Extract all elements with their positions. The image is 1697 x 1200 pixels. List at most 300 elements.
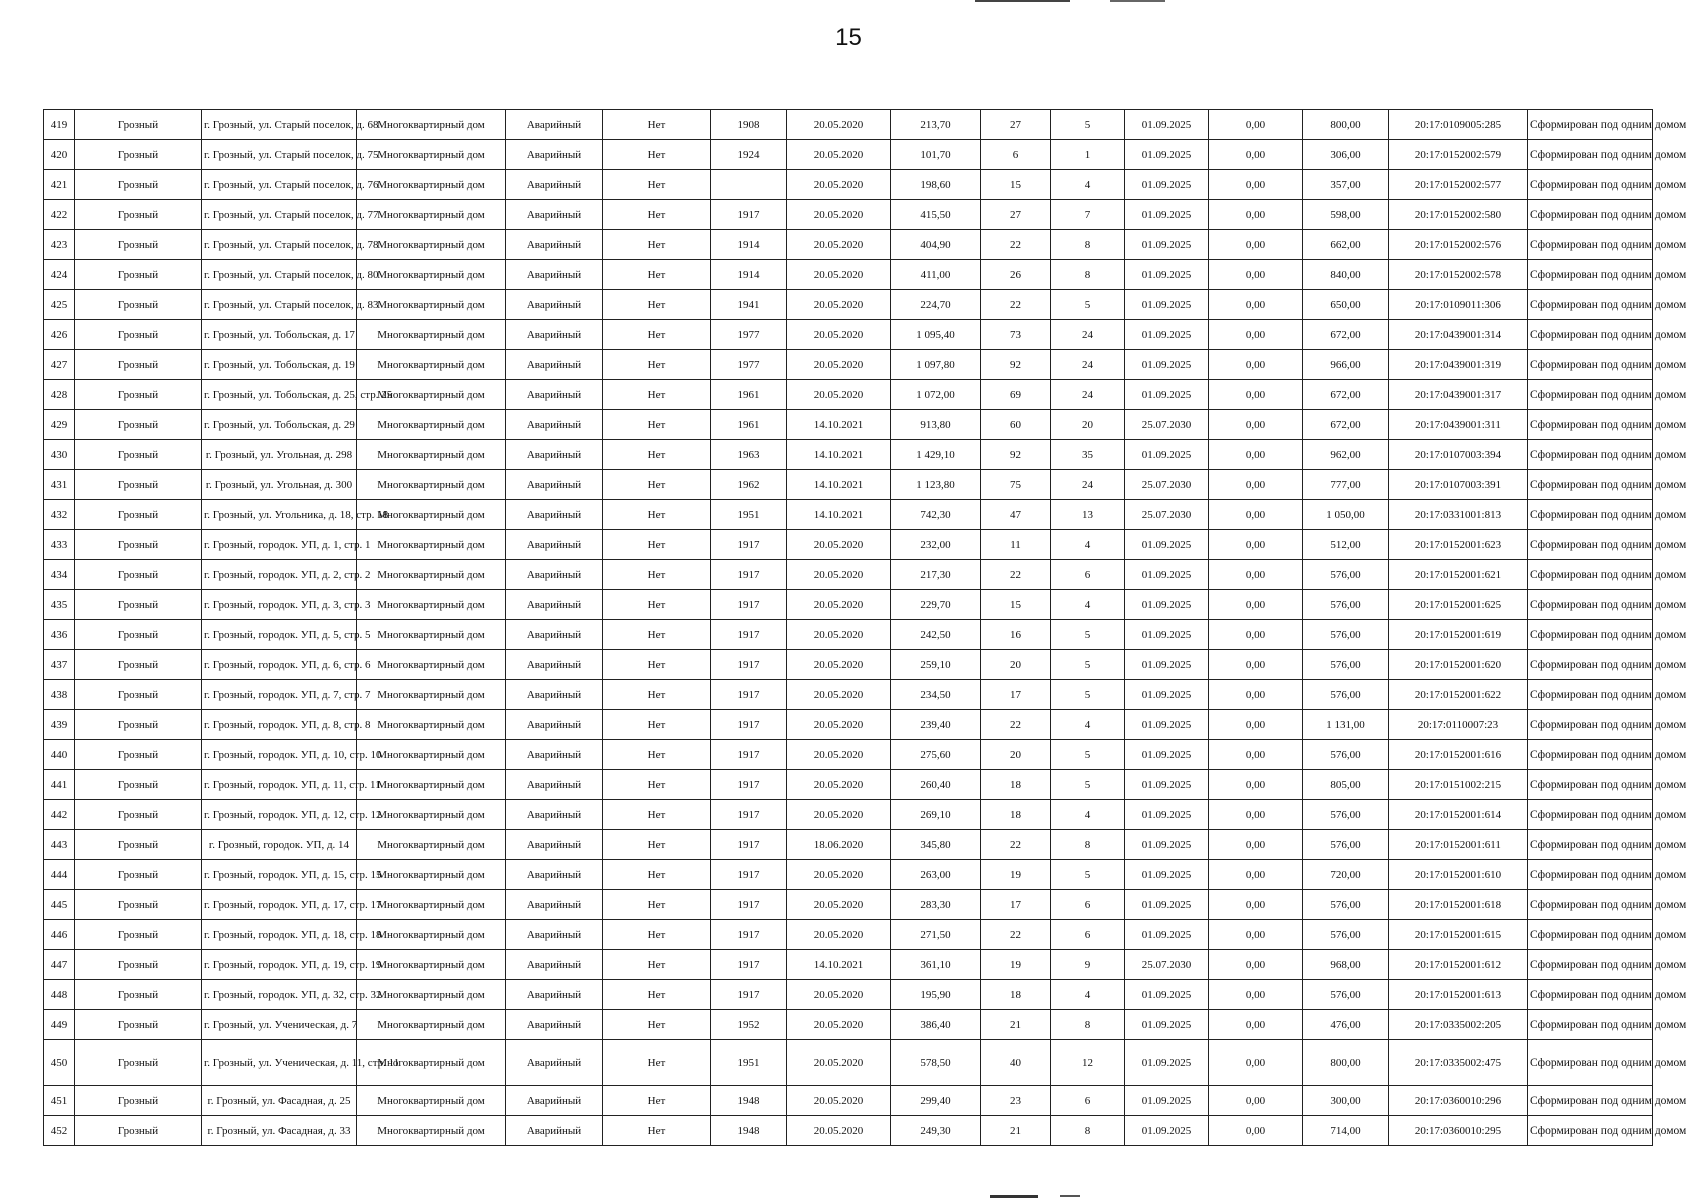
resettle-date-cell: 01.09.2025 <box>1125 200 1209 230</box>
resettle-date-cell: 01.09.2025 <box>1125 680 1209 710</box>
year-cell <box>711 170 787 200</box>
table-row <box>44 1040 1653 1086</box>
table-row <box>44 740 1653 770</box>
resettle-date-cell: 01.09.2025 <box>1125 980 1209 1010</box>
note-cell: Сформирован под одним домом <box>1528 110 1653 140</box>
flats-cell: 5 <box>1051 860 1125 890</box>
city-cell: Грозный <box>75 260 202 290</box>
table-row <box>44 470 1653 500</box>
value2-cell: 672,00 <box>1303 380 1389 410</box>
address-cell: г. Грозный, городок. УП, д. 5, стр. 5 <box>202 620 357 650</box>
table-row <box>44 950 1653 980</box>
value1-cell: 0,00 <box>1209 920 1303 950</box>
flats-cell: 5 <box>1051 740 1125 770</box>
year-cell: 1962 <box>711 470 787 500</box>
area-cell: 259,10 <box>891 650 981 680</box>
housing-registry-table <box>43 109 1687 1146</box>
row-number: 438 <box>44 680 75 710</box>
address-cell: г. Грозный, городок. УП, д. 11, стр. 11 <box>202 770 357 800</box>
building-type-cell: Многоквартирный дом <box>357 890 506 920</box>
cadastral-number-cell: 20:17:0360010:296 <box>1389 1086 1528 1116</box>
building-type-cell: Многоквартирный дом <box>357 530 506 560</box>
building-type-cell: Многоквартирный дом <box>357 1010 506 1040</box>
value1-cell: 0,00 <box>1209 260 1303 290</box>
note-cell: Сформирован под одним домом <box>1528 560 1653 590</box>
flag-cell: Нет <box>603 440 711 470</box>
flag-cell: Нет <box>603 560 711 590</box>
area-cell: 249,30 <box>891 1116 981 1146</box>
flats-cell: 6 <box>1051 890 1125 920</box>
recognized-date-cell: 20.05.2020 <box>787 530 891 560</box>
resettle-date-cell: 01.09.2025 <box>1125 440 1209 470</box>
table-row <box>44 650 1653 680</box>
city-cell: Грозный <box>75 440 202 470</box>
area-cell: 411,00 <box>891 260 981 290</box>
recognized-date-cell: 20.05.2020 <box>787 770 891 800</box>
building-type-cell: Многоквартирный дом <box>357 410 506 440</box>
building-type-cell: Многоквартирный дом <box>357 500 506 530</box>
value1-cell: 0,00 <box>1209 890 1303 920</box>
note-cell: Сформирован под одним домом <box>1528 680 1653 710</box>
resettle-date-cell: 01.09.2025 <box>1125 1040 1209 1086</box>
table-row <box>44 770 1653 800</box>
flag-cell: Нет <box>603 200 711 230</box>
address-cell: г. Грозный, ул. Старый поселок, д. 76 <box>202 170 357 200</box>
resettle-date-cell: 01.09.2025 <box>1125 110 1209 140</box>
flats-cell: 4 <box>1051 710 1125 740</box>
note-cell: Сформирован под одним домом <box>1528 470 1653 500</box>
building-type-cell: Многоквартирный дом <box>357 710 506 740</box>
cadastral-number-cell: 20:17:0152001:614 <box>1389 800 1528 830</box>
address-cell: г. Грозный, ул. Ученическая, д. 7 <box>202 1010 357 1040</box>
residents-cell: 17 <box>981 680 1051 710</box>
resettle-date-cell: 25.07.2030 <box>1125 500 1209 530</box>
resettle-date-cell: 01.09.2025 <box>1125 320 1209 350</box>
value1-cell: 0,00 <box>1209 140 1303 170</box>
note-cell: Сформирован под одним домом <box>1528 260 1653 290</box>
cadastral-number-cell: 20:17:0152001:615 <box>1389 920 1528 950</box>
value2-cell: 476,00 <box>1303 1010 1389 1040</box>
city-cell: Грозный <box>75 680 202 710</box>
city-cell: Грозный <box>75 170 202 200</box>
address-cell: г. Грозный, ул. Старый поселок, д. 80 <box>202 260 357 290</box>
year-cell: 1952 <box>711 1010 787 1040</box>
condition-cell: Аварийный <box>506 830 603 860</box>
residents-cell: 92 <box>981 440 1051 470</box>
condition-cell: Аварийный <box>506 170 603 200</box>
resettle-date-cell: 01.09.2025 <box>1125 140 1209 170</box>
value2-cell: 966,00 <box>1303 350 1389 380</box>
recognized-date-cell: 20.05.2020 <box>787 290 891 320</box>
cadastral-number-cell: 20:17:0152001:616 <box>1389 740 1528 770</box>
value2-cell: 1 050,00 <box>1303 500 1389 530</box>
condition-cell: Аварийный <box>506 200 603 230</box>
resettle-date-cell: 01.09.2025 <box>1125 710 1209 740</box>
condition-cell: Аварийный <box>506 590 603 620</box>
note-cell: Сформирован под одним домом <box>1528 590 1653 620</box>
table-row <box>44 350 1653 380</box>
value2-cell: 576,00 <box>1303 980 1389 1010</box>
flag-cell: Нет <box>603 260 711 290</box>
value1-cell: 0,00 <box>1209 530 1303 560</box>
residents-cell: 47 <box>981 500 1051 530</box>
value2-cell: 840,00 <box>1303 260 1389 290</box>
value1-cell: 0,00 <box>1209 410 1303 440</box>
condition-cell: Аварийный <box>506 650 603 680</box>
row-number: 445 <box>44 890 75 920</box>
row-number: 449 <box>44 1010 75 1040</box>
row-number: 429 <box>44 410 75 440</box>
area-cell: 299,40 <box>891 1086 981 1116</box>
flag-cell: Нет <box>603 290 711 320</box>
cadastral-number-cell: 20:17:0360010:295 <box>1389 1116 1528 1146</box>
city-cell: Грозный <box>75 1116 202 1146</box>
note-cell: Сформирован под одним домом <box>1528 410 1653 440</box>
cadastral-number-cell: 20:17:0331001:813 <box>1389 500 1528 530</box>
table-row <box>44 860 1653 890</box>
building-type-cell: Многоквартирный дом <box>357 1040 506 1086</box>
area-cell: 1 072,00 <box>891 380 981 410</box>
table-row <box>44 230 1653 260</box>
cadastral-number-cell: 20:17:0110007:23 <box>1389 710 1528 740</box>
value2-cell: 672,00 <box>1303 320 1389 350</box>
flats-cell: 6 <box>1051 920 1125 950</box>
building-type-cell: Многоквартирный дом <box>357 110 506 140</box>
residents-cell: 69 <box>981 380 1051 410</box>
flats-cell: 4 <box>1051 170 1125 200</box>
resettle-date-cell: 01.09.2025 <box>1125 860 1209 890</box>
area-cell: 913,80 <box>891 410 981 440</box>
note-cell: Сформирован под одним домом <box>1528 200 1653 230</box>
cadastral-number-cell: 20:17:0109011:306 <box>1389 290 1528 320</box>
year-cell: 1917 <box>711 980 787 1010</box>
value2-cell: 576,00 <box>1303 830 1389 860</box>
address-cell: г. Грозный, городок. УП, д. 6, стр. 6 <box>202 650 357 680</box>
table-row <box>44 590 1653 620</box>
row-number: 431 <box>44 470 75 500</box>
table-row <box>44 710 1653 740</box>
recognized-date-cell: 20.05.2020 <box>787 710 891 740</box>
area-cell: 232,00 <box>891 530 981 560</box>
year-cell: 1917 <box>711 800 787 830</box>
row-number: 427 <box>44 350 75 380</box>
value2-cell: 306,00 <box>1303 140 1389 170</box>
address-cell: г. Грозный, городок. УП, д. 18, стр. 18 <box>202 920 357 950</box>
residents-cell: 40 <box>981 1040 1051 1086</box>
note-cell: Сформирован под одним домом <box>1528 830 1653 860</box>
condition-cell: Аварийный <box>506 530 603 560</box>
note-cell: Сформирован под одним домом <box>1528 740 1653 770</box>
flag-cell: Нет <box>603 470 711 500</box>
year-cell: 1917 <box>711 860 787 890</box>
recognized-date-cell: 20.05.2020 <box>787 890 891 920</box>
value1-cell: 0,00 <box>1209 1116 1303 1146</box>
value2-cell: 800,00 <box>1303 110 1389 140</box>
flag-cell: Нет <box>603 410 711 440</box>
condition-cell: Аварийный <box>506 260 603 290</box>
city-cell: Грозный <box>75 950 202 980</box>
resettle-date-cell: 01.09.2025 <box>1125 530 1209 560</box>
year-cell: 1917 <box>711 650 787 680</box>
residents-cell: 15 <box>981 590 1051 620</box>
table-row <box>44 980 1653 1010</box>
year-cell: 1917 <box>711 710 787 740</box>
city-cell: Грозный <box>75 1086 202 1116</box>
note-cell: Сформирован под одним домом <box>1528 350 1653 380</box>
value2-cell: 777,00 <box>1303 470 1389 500</box>
recognized-date-cell: 20.05.2020 <box>787 380 891 410</box>
value1-cell: 0,00 <box>1209 950 1303 980</box>
building-type-cell: Многоквартирный дом <box>357 740 506 770</box>
value1-cell: 0,00 <box>1209 500 1303 530</box>
table-row <box>44 1116 1653 1146</box>
condition-cell: Аварийный <box>506 380 603 410</box>
value2-cell: 650,00 <box>1303 290 1389 320</box>
recognized-date-cell: 20.05.2020 <box>787 350 891 380</box>
recognized-date-cell: 14.10.2021 <box>787 470 891 500</box>
address-cell: г. Грозный, ул. Тобольская, д. 19 <box>202 350 357 380</box>
city-cell: Грозный <box>75 110 202 140</box>
row-number: 421 <box>44 170 75 200</box>
recognized-date-cell: 20.05.2020 <box>787 680 891 710</box>
cadastral-number-cell: 20:17:0439001:314 <box>1389 320 1528 350</box>
residents-cell: 92 <box>981 350 1051 380</box>
year-cell: 1941 <box>711 290 787 320</box>
year-cell: 1917 <box>711 680 787 710</box>
row-number: 436 <box>44 620 75 650</box>
city-cell: Грозный <box>75 410 202 440</box>
row-number: 440 <box>44 740 75 770</box>
flag-cell: Нет <box>603 620 711 650</box>
residents-cell: 22 <box>981 230 1051 260</box>
flag-cell: Нет <box>603 920 711 950</box>
building-type-cell: Многоквартирный дом <box>357 950 506 980</box>
note-cell: Сформирован под одним домом <box>1528 170 1653 200</box>
table-row <box>44 260 1653 290</box>
value1-cell: 0,00 <box>1209 650 1303 680</box>
address-cell: г. Грозный, городок. УП, д. 12, стр. 12 <box>202 800 357 830</box>
cadastral-number-cell: 20:17:0109005:285 <box>1389 110 1528 140</box>
condition-cell: Аварийный <box>506 890 603 920</box>
resettle-date-cell: 25.07.2030 <box>1125 410 1209 440</box>
area-cell: 275,60 <box>891 740 981 770</box>
area-cell: 239,40 <box>891 710 981 740</box>
value2-cell: 800,00 <box>1303 1040 1389 1086</box>
value2-cell: 576,00 <box>1303 740 1389 770</box>
area-cell: 198,60 <box>891 170 981 200</box>
note-cell: Сформирован под одним домом <box>1528 890 1653 920</box>
year-cell: 1917 <box>711 200 787 230</box>
cadastral-number-cell: 20:17:0152001:620 <box>1389 650 1528 680</box>
city-cell: Грозный <box>75 770 202 800</box>
condition-cell: Аварийный <box>506 620 603 650</box>
year-cell: 1951 <box>711 500 787 530</box>
value1-cell: 0,00 <box>1209 1040 1303 1086</box>
flats-cell: 8 <box>1051 260 1125 290</box>
year-cell: 1924 <box>711 140 787 170</box>
cadastral-number-cell: 20:17:0152001:623 <box>1389 530 1528 560</box>
flats-cell: 8 <box>1051 230 1125 260</box>
city-cell: Грозный <box>75 890 202 920</box>
flag-cell: Нет <box>603 530 711 560</box>
value2-cell: 805,00 <box>1303 770 1389 800</box>
residents-cell: 6 <box>981 140 1051 170</box>
year-cell: 1917 <box>711 560 787 590</box>
value2-cell: 576,00 <box>1303 890 1389 920</box>
value2-cell: 300,00 <box>1303 1086 1389 1116</box>
row-number: 425 <box>44 290 75 320</box>
table-row <box>44 530 1653 560</box>
flag-cell: Нет <box>603 1010 711 1040</box>
table-row <box>44 170 1653 200</box>
value1-cell: 0,00 <box>1209 290 1303 320</box>
recognized-date-cell: 14.10.2021 <box>787 500 891 530</box>
residents-cell: 60 <box>981 410 1051 440</box>
residents-cell: 15 <box>981 170 1051 200</box>
table-row <box>44 380 1653 410</box>
residents-cell: 18 <box>981 800 1051 830</box>
city-cell: Грозный <box>75 200 202 230</box>
cadastral-number-cell: 20:17:0439001:311 <box>1389 410 1528 440</box>
building-type-cell: Многоквартирный дом <box>357 200 506 230</box>
residents-cell: 73 <box>981 320 1051 350</box>
resettle-date-cell: 25.07.2030 <box>1125 950 1209 980</box>
note-cell: Сформирован под одним домом <box>1528 530 1653 560</box>
cadastral-number-cell: 20:17:0152002:579 <box>1389 140 1528 170</box>
table-row <box>44 830 1653 860</box>
resettle-date-cell: 01.09.2025 <box>1125 350 1209 380</box>
condition-cell: Аварийный <box>506 950 603 980</box>
value1-cell: 0,00 <box>1209 110 1303 140</box>
city-cell: Грозный <box>75 1010 202 1040</box>
address-cell: г. Грозный, городок. УП, д. 14 <box>202 830 357 860</box>
table-row <box>44 500 1653 530</box>
residents-cell: 20 <box>981 650 1051 680</box>
table-row <box>44 410 1653 440</box>
residents-cell: 19 <box>981 950 1051 980</box>
residents-cell: 26 <box>981 260 1051 290</box>
year-cell: 1917 <box>711 890 787 920</box>
flag-cell: Нет <box>603 1116 711 1146</box>
year-cell: 1948 <box>711 1116 787 1146</box>
table-row <box>44 320 1653 350</box>
flag-cell: Нет <box>603 110 711 140</box>
building-type-cell: Многоквартирный дом <box>357 440 506 470</box>
address-cell: г. Грозный, ул. Ученическая, д. 11, стр. 11 <box>202 1040 357 1086</box>
condition-cell: Аварийный <box>506 470 603 500</box>
building-type-cell: Многоквартирный дом <box>357 320 506 350</box>
address-cell: г. Грозный, ул. Старый поселок, д. 77 <box>202 200 357 230</box>
condition-cell: Аварийный <box>506 680 603 710</box>
address-cell: г. Грозный, ул. Угольная, д. 300 <box>202 470 357 500</box>
row-number: 439 <box>44 710 75 740</box>
cadastral-number-cell: 20:17:0152001:611 <box>1389 830 1528 860</box>
condition-cell: Аварийный <box>506 110 603 140</box>
area-cell: 1 097,80 <box>891 350 981 380</box>
building-type-cell: Многоквартирный дом <box>357 620 506 650</box>
condition-cell: Аварийный <box>506 290 603 320</box>
note-cell: Сформирован под одним домом <box>1528 860 1653 890</box>
note-cell: Сформирован под одним домом <box>1528 440 1653 470</box>
recognized-date-cell: 20.05.2020 <box>787 800 891 830</box>
area-cell: 269,10 <box>891 800 981 830</box>
flag-cell: Нет <box>603 1040 711 1086</box>
note-cell: Сформирован под одним домом <box>1528 1086 1653 1116</box>
year-cell: 1951 <box>711 1040 787 1086</box>
table-row <box>44 110 1653 140</box>
area-cell: 283,30 <box>891 890 981 920</box>
value2-cell: 968,00 <box>1303 950 1389 980</box>
flats-cell: 1 <box>1051 140 1125 170</box>
registry-body <box>44 110 1687 1146</box>
table-row <box>44 620 1653 650</box>
table-row <box>44 200 1653 230</box>
value2-cell: 576,00 <box>1303 920 1389 950</box>
note-cell: Сформирован под одним домом <box>1528 290 1653 320</box>
city-cell: Грозный <box>75 710 202 740</box>
flag-cell: Нет <box>603 680 711 710</box>
flag-cell: Нет <box>603 710 711 740</box>
resettle-date-cell: 01.09.2025 <box>1125 890 1209 920</box>
city-cell: Грозный <box>75 860 202 890</box>
year-cell: 1917 <box>711 920 787 950</box>
year-cell: 1961 <box>711 380 787 410</box>
building-type-cell: Многоквартирный дом <box>357 1086 506 1116</box>
flats-cell: 6 <box>1051 560 1125 590</box>
flats-cell: 6 <box>1051 1086 1125 1116</box>
city-cell: Грозный <box>75 230 202 260</box>
resettle-date-cell: 01.09.2025 <box>1125 260 1209 290</box>
row-number: 444 <box>44 860 75 890</box>
flag-cell: Нет <box>603 170 711 200</box>
resettle-date-cell: 01.09.2025 <box>1125 590 1209 620</box>
residents-cell: 11 <box>981 530 1051 560</box>
year-cell: 1917 <box>711 770 787 800</box>
row-number: 419 <box>44 110 75 140</box>
value2-cell: 720,00 <box>1303 860 1389 890</box>
flag-cell: Нет <box>603 740 711 770</box>
building-type-cell: Многоквартирный дом <box>357 560 506 590</box>
flats-cell: 8 <box>1051 1010 1125 1040</box>
building-type-cell: Многоквартирный дом <box>357 470 506 500</box>
residents-cell: 27 <box>981 110 1051 140</box>
address-cell: г. Грозный, ул. Тобольская, д. 17 <box>202 320 357 350</box>
table-row <box>44 890 1653 920</box>
year-cell: 1914 <box>711 260 787 290</box>
recognized-date-cell: 20.05.2020 <box>787 590 891 620</box>
condition-cell: Аварийный <box>506 980 603 1010</box>
city-cell: Грозный <box>75 740 202 770</box>
row-number: 433 <box>44 530 75 560</box>
residents-cell: 20 <box>981 740 1051 770</box>
residents-cell: 22 <box>981 560 1051 590</box>
building-type-cell: Многоквартирный дом <box>357 920 506 950</box>
resettle-date-cell: 01.09.2025 <box>1125 1086 1209 1116</box>
value2-cell: 1 131,00 <box>1303 710 1389 740</box>
flats-cell: 5 <box>1051 290 1125 320</box>
condition-cell: Аварийный <box>506 1086 603 1116</box>
city-cell: Грозный <box>75 980 202 1010</box>
condition-cell: Аварийный <box>506 920 603 950</box>
row-number: 424 <box>44 260 75 290</box>
flag-cell: Нет <box>603 800 711 830</box>
address-cell: г. Грозный, городок. УП, д. 10, стр. 10 <box>202 740 357 770</box>
recognized-date-cell: 20.05.2020 <box>787 110 891 140</box>
value1-cell: 0,00 <box>1209 740 1303 770</box>
area-cell: 229,70 <box>891 590 981 620</box>
value1-cell: 0,00 <box>1209 1086 1303 1116</box>
year-cell: 1917 <box>711 830 787 860</box>
